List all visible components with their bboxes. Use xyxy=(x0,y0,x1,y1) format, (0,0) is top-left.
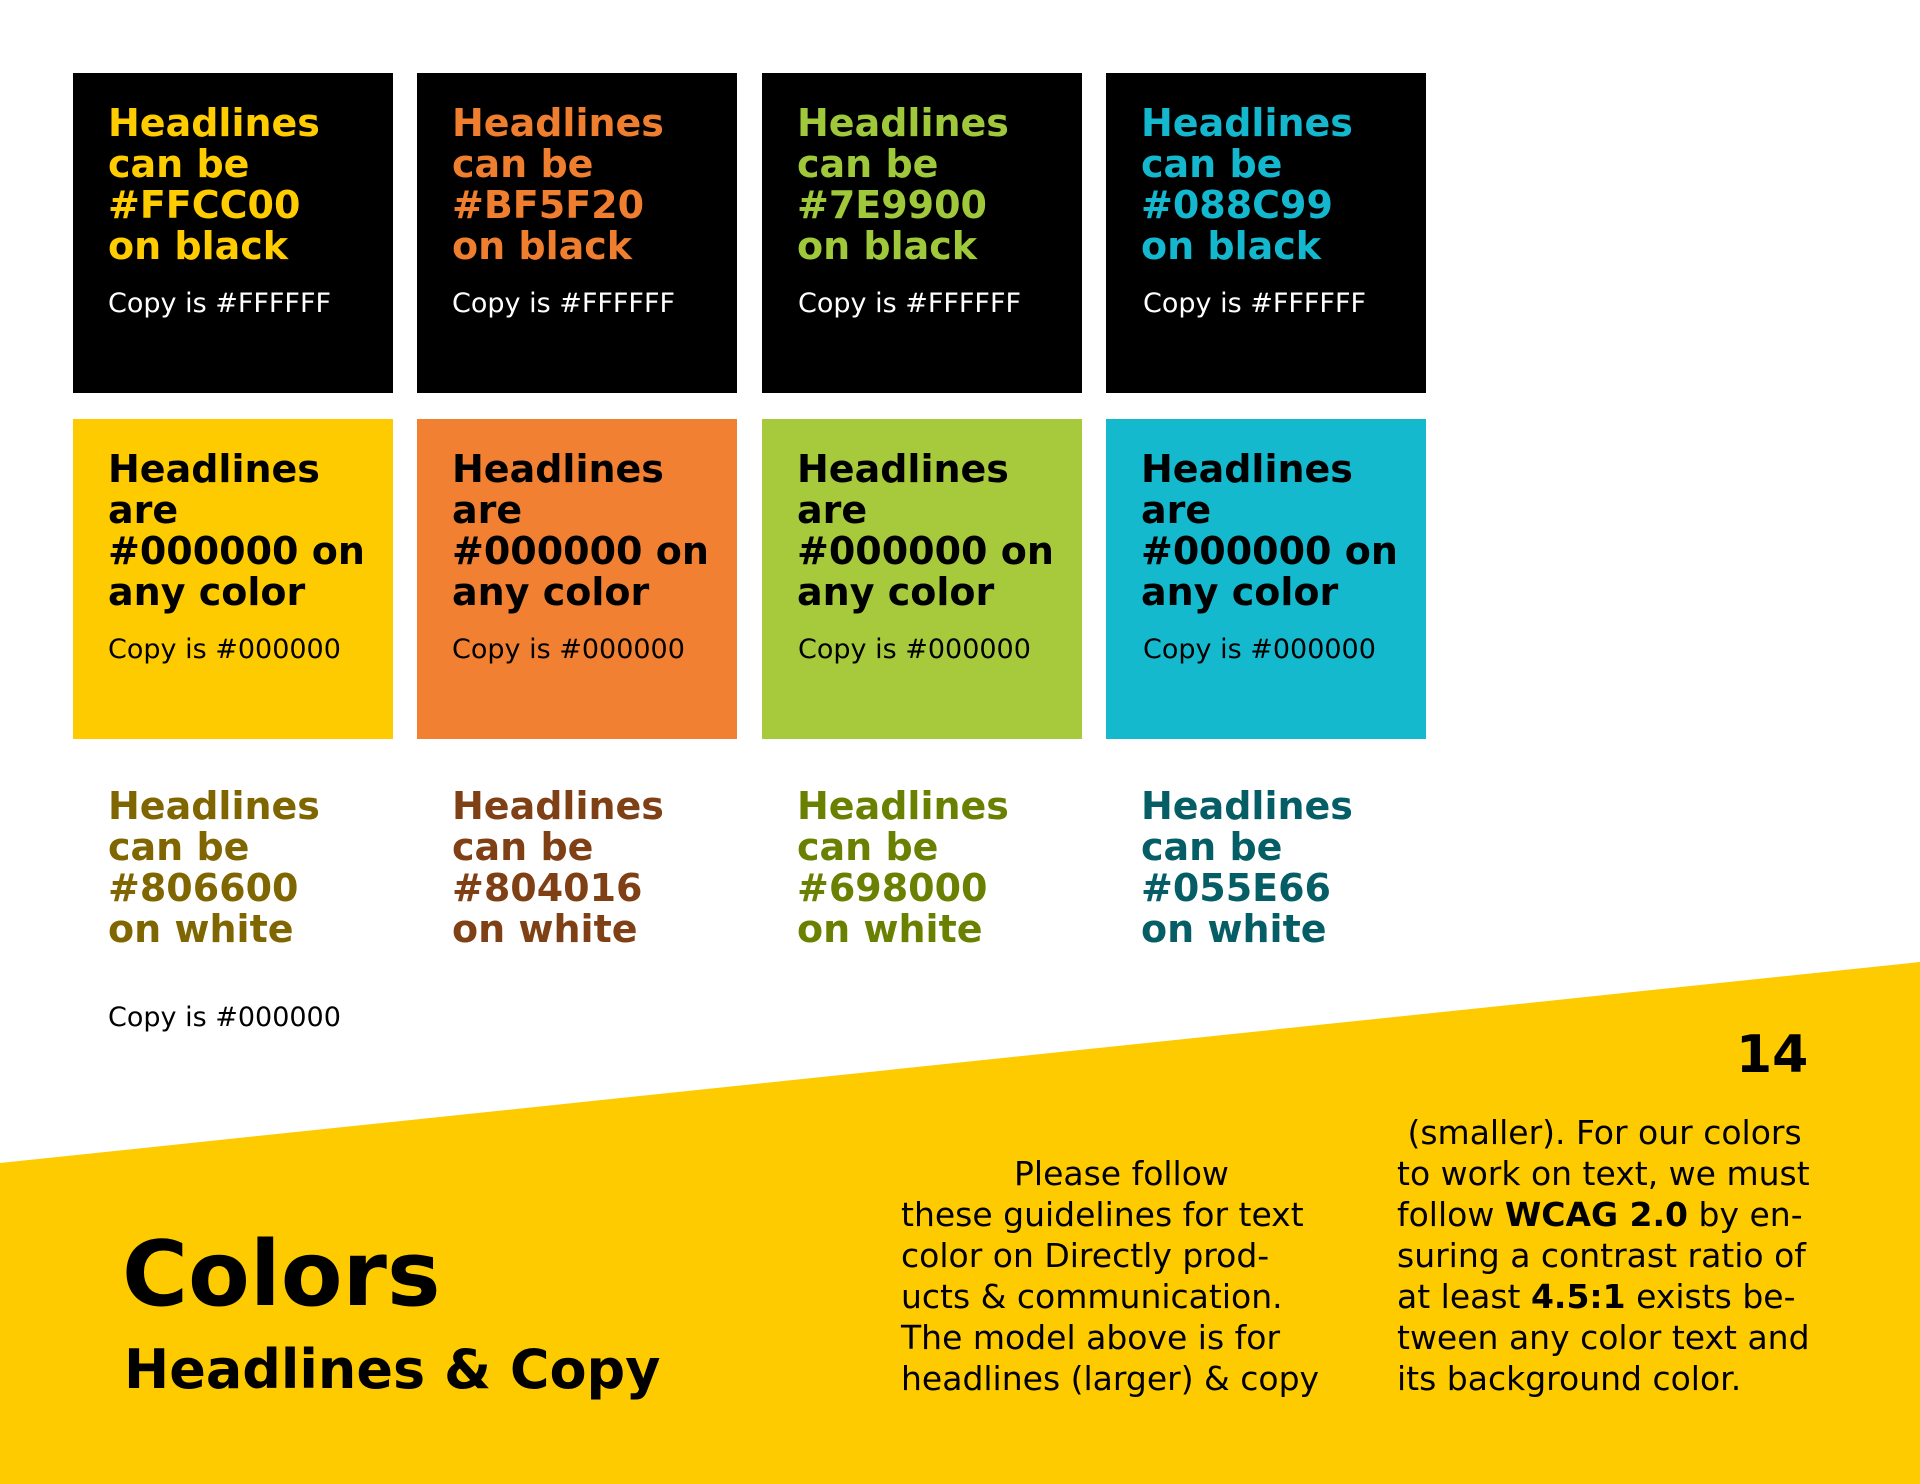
teal-card xyxy=(1106,419,1426,739)
card-headline: Headlines can be #7E9900 on black xyxy=(797,101,1009,268)
card-copy: Copy is #FFFFFF xyxy=(798,288,1022,319)
card-headline: Headlines can be #BF5F20 on black xyxy=(452,101,664,268)
card-headline: Headlines are #000000 on any color xyxy=(797,447,1054,614)
black-card-teal xyxy=(1106,73,1426,393)
white-sample-green xyxy=(762,786,1082,950)
body-line: Please follow xyxy=(1014,1154,1229,1193)
body-line: color on Directly prod- xyxy=(901,1236,1270,1275)
card-copy: Copy is #000000 xyxy=(452,634,685,665)
card-copy: Copy is #FFFFFF xyxy=(108,288,332,319)
wcag-emphasis: WCAG 2.0 xyxy=(1504,1195,1689,1234)
white-sample-teal xyxy=(1106,786,1426,950)
ratio-emphasis: 4.5:1 xyxy=(1530,1277,1626,1316)
sample-headline: Headlines can be #698000 on white xyxy=(797,784,1009,951)
section-subtitle: Headlines & Copy xyxy=(124,1338,661,1401)
yellow-card xyxy=(73,419,393,739)
body-column-2 xyxy=(1397,1112,1810,1399)
sample-headline: Headlines can be #055E66 on white xyxy=(1141,784,1353,951)
body-line: these guidelines for text xyxy=(901,1195,1304,1234)
card-headline: Headlines are #000000 on any color xyxy=(108,447,365,614)
card-copy: Copy is #000000 xyxy=(1143,634,1376,665)
body-line: suring a contrast ratio of xyxy=(1397,1236,1806,1275)
card-copy: Copy is #FFFFFF xyxy=(1143,288,1367,319)
black-card-orange xyxy=(417,73,737,393)
body-line: at least 4.5:1 exists be- xyxy=(1397,1277,1796,1316)
sample-headline: Headlines can be #804016 on white xyxy=(452,784,664,951)
body-line: tween any color text and xyxy=(1397,1318,1810,1357)
white-copy-label: Copy is #000000 xyxy=(108,1002,341,1033)
body-line: ucts & communication. xyxy=(901,1277,1283,1316)
body-line: its background color. xyxy=(1397,1359,1742,1398)
card-copy: Copy is #000000 xyxy=(798,634,1031,665)
body-line: headlines (larger) & copy xyxy=(901,1359,1320,1398)
page-number: 14 xyxy=(1736,1025,1809,1085)
white-sample-orange xyxy=(417,786,737,950)
white-sample-yellow xyxy=(73,786,393,950)
black-card-yellow xyxy=(73,73,393,393)
card-headline: Headlines can be #FFCC00 on black xyxy=(108,101,320,268)
body-line: (smaller). For our colors xyxy=(1397,1113,1802,1152)
card-headline: Headlines are #000000 on any color xyxy=(452,447,709,614)
section-title: Colors xyxy=(122,1222,441,1327)
card-headline: Headlines can be #088C99 on black xyxy=(1141,101,1353,268)
black-card-green xyxy=(762,73,1082,393)
body-line: The model above is for xyxy=(901,1318,1281,1357)
body-line: follow WCAG 2.0 by en- xyxy=(1397,1195,1803,1234)
green-card xyxy=(762,419,1082,739)
card-copy: Copy is #FFFFFF xyxy=(452,288,676,319)
body-line: to work on text, we must xyxy=(1397,1154,1810,1193)
card-headline: Headlines are #000000 on any color xyxy=(1141,447,1398,614)
card-copy: Copy is #000000 xyxy=(108,634,341,665)
body-column-1 xyxy=(901,1153,1319,1399)
sample-headline: Headlines can be #806600 on white xyxy=(108,784,320,951)
orange-card xyxy=(417,419,737,739)
